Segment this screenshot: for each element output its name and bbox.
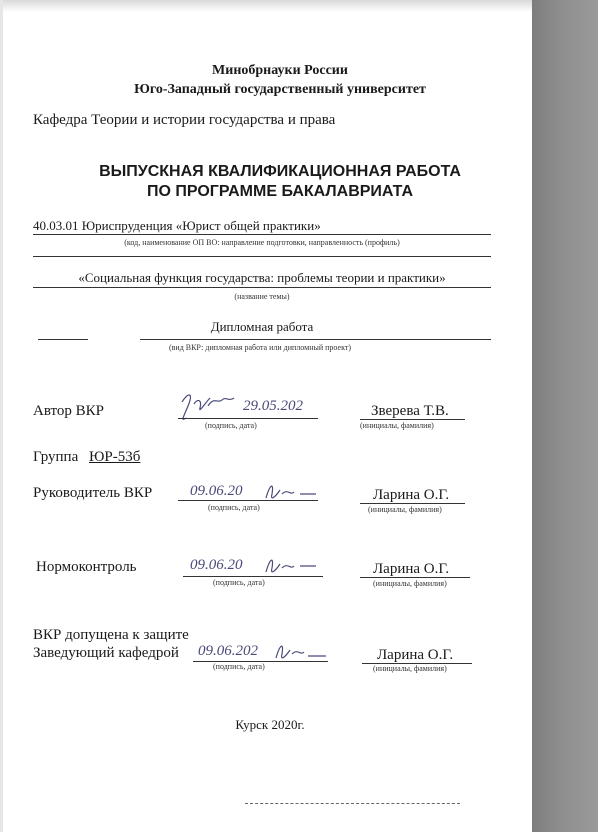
scan-page-edge [532,0,598,832]
author-name-line [360,419,465,420]
supervisor-sig-line [178,500,318,501]
normcontrol-name-line [360,577,470,578]
normcontrol-name: Ларина О.Г. [373,561,450,577]
city-year: Курск 2020г. [235,717,305,732]
work-type-line [140,339,491,340]
topic-value: «Социальная функция государства: проблемы теории и практики» [78,270,446,285]
supervisor-name: Ларина О.Г. [373,487,450,503]
admission-label: ВКР допущена к защите [33,627,189,643]
topic-line [33,287,491,288]
work-title-line1: ВЫПУСКНАЯ КВАЛИФИКАЦИОННАЯ РАБОТА [99,163,461,180]
author-name: Зверева Т.В. [371,403,449,419]
group-value: ЮР-53б [89,449,141,465]
supervisor-label: Руководитель ВКР [33,485,153,501]
topic-caption: (название темы) [234,292,290,301]
bottom-scan-line [245,803,460,804]
work-type-value: Дипломная работа [210,319,314,334]
normcontrol-sig-caption: (подпись, дата) [213,578,265,587]
head-of-department-label: Заведующий кафедрой [33,645,179,661]
scan-top-shadow [0,0,532,12]
program-value: 40.03.01 Юриспруденция «Юрист общей практики» [33,218,321,233]
admission-name: Ларина О.Г. [377,647,454,663]
author-date: 29.05.202 [243,398,303,414]
work-title-line2: ПО ПРОГРАММЕ БАКАЛАВРИАТА [146,183,413,200]
university-name: Юго-Западный государственный университет [134,82,426,97]
admission-name-caption: (инициалы, фамилия) [373,664,447,673]
normcontrol-sig-line [183,576,323,577]
admission-sig-caption: (подпись, дата) [213,662,265,671]
admission-date: 09.06.202 [198,643,258,659]
work-type-caption: (вид ВКР: дипломная работа или дипломный проект) [168,343,352,352]
supervisor-date: 09.06.20 [190,483,243,499]
normcontrol-label: Нормоконтроль [36,559,137,575]
program-caption: (код, наименование ОП ВО: направление подготовки, направленность (профиль) [124,238,400,247]
supervisor-signature [262,478,322,506]
group-label: Группа [33,449,79,465]
author-sig-caption: (подпись, дата) [205,421,257,430]
ministry-name: Минобрнауки России [212,63,348,78]
author-name-caption: (инициалы, фамилия) [360,421,434,430]
supervisor-sig-caption: (подпись, дата) [208,503,260,512]
author-label: Автор ВКР [33,403,105,419]
supervisor-name-caption: (инициалы, фамилия) [368,505,442,514]
author-sig-line [178,418,318,419]
normcontrol-date: 09.06.20 [190,557,243,573]
program-line [33,234,491,235]
supervisor-name-line [360,503,465,504]
department-name: Кафедра Теории и истории государства и права [33,112,336,128]
scan-left-edge [0,0,3,832]
program-line-2 [33,256,491,257]
normcontrol-name-caption: (инициалы, фамилия) [373,579,447,588]
work-type-line-left [38,339,88,340]
